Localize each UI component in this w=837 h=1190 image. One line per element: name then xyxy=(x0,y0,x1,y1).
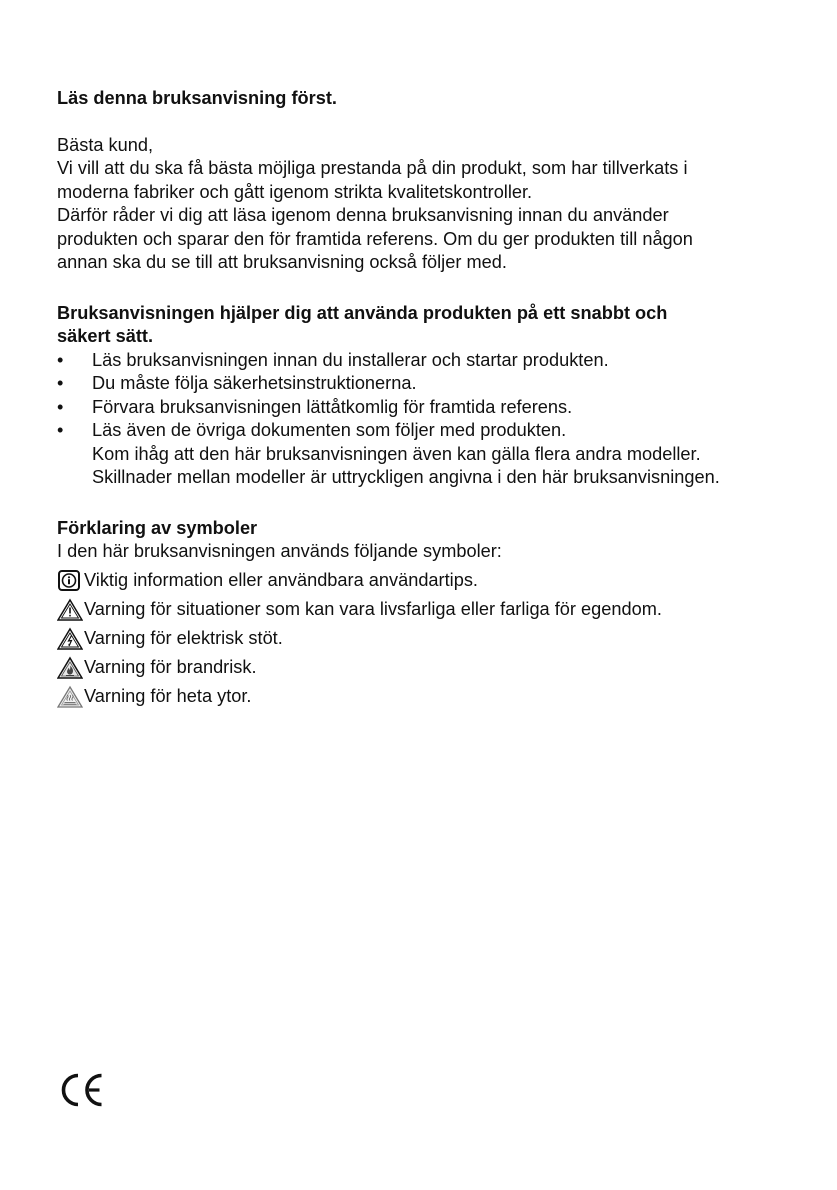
list-item xyxy=(57,349,807,373)
intro-body xyxy=(57,134,807,275)
electric-shock-icon xyxy=(57,627,83,651)
bullet-dot: • xyxy=(57,373,64,393)
intro-line: Vi vill att du ska få bästa möjliga prestanda på din produkt, som har tillverkats i xyxy=(57,158,688,178)
bullet-text: Läs även de övriga dokumenten som följer med produkten. xyxy=(92,420,567,440)
symbol-row-fire xyxy=(57,651,807,680)
intro-line: produkten och sparar den för framtida referens. Om du ger produkten till någon xyxy=(57,228,693,249)
help-section xyxy=(57,302,807,490)
intro-line: moderna fabriker och gått igenom strikta kvalitetskontroller. xyxy=(57,181,533,202)
symbol-text: Viktig information eller användbara användartips. xyxy=(84,570,478,590)
symbol-text: Varning för elektrisk stöt. xyxy=(84,628,283,648)
symbol-row-info xyxy=(57,564,807,593)
intro-line: annan ska du se till att bruksanvisning också följer med. xyxy=(57,252,507,272)
bullet-dot: • xyxy=(57,420,64,440)
symbols-section xyxy=(57,517,807,709)
symbols-heading: Förklaring av symboler xyxy=(57,517,258,538)
fire-hazard-icon xyxy=(57,656,83,680)
warning-triangle-icon xyxy=(57,598,83,622)
bullet-text: Förvara bruksanvisningen lättåtkomlig för framtida referens. xyxy=(92,396,573,417)
bullet-text: Du måste följa säkerhetsinstruktionerna. xyxy=(92,373,417,393)
intro-heading: Läs denna bruksanvisning först. xyxy=(57,88,337,108)
hot-surface-icon xyxy=(57,685,83,709)
symbol-text: Varning för heta ytor. xyxy=(84,686,252,706)
list-item xyxy=(57,419,807,443)
bullet-dot: • xyxy=(57,349,64,370)
continuation-line: Kom ihåg att den här bruksanvisningen även kan gälla flera andra modeller. xyxy=(92,443,701,464)
list-item xyxy=(57,372,807,396)
ce-mark-logo xyxy=(57,1072,107,1108)
document-page xyxy=(57,87,807,709)
help-heading-line1: Bruksanvisningen hjälper dig att använda produkten på ett snabbt och xyxy=(57,302,668,323)
greeting: Bästa kund, xyxy=(57,134,154,155)
symbols-intro: I den här bruksanvisningen används följande symboler: xyxy=(57,541,502,561)
symbol-text: Varning för brandrisk. xyxy=(84,657,257,677)
bullet-dot: • xyxy=(57,396,64,417)
symbol-row-hot-surface xyxy=(57,680,807,709)
symbol-row-electric xyxy=(57,622,807,651)
intro-line: Därför råder vi dig att läsa igenom denna bruksanvisning innan du använder xyxy=(57,205,669,225)
help-bullet-list xyxy=(57,349,807,443)
symbol-text: Varning för situationer som kan vara livsfarliga eller farliga för egendom. xyxy=(84,599,662,619)
continuation-line: Skillnader mellan modeller är uttryckligen angivna i den här bruksanvisningen. xyxy=(92,467,720,487)
info-icon xyxy=(57,569,83,593)
bullet-text: Läs bruksanvisningen innan du installerar och startar produkten. xyxy=(92,349,609,370)
list-item xyxy=(57,396,807,420)
help-heading-line2: säkert sätt. xyxy=(57,326,154,346)
symbol-row-warning xyxy=(57,593,807,622)
